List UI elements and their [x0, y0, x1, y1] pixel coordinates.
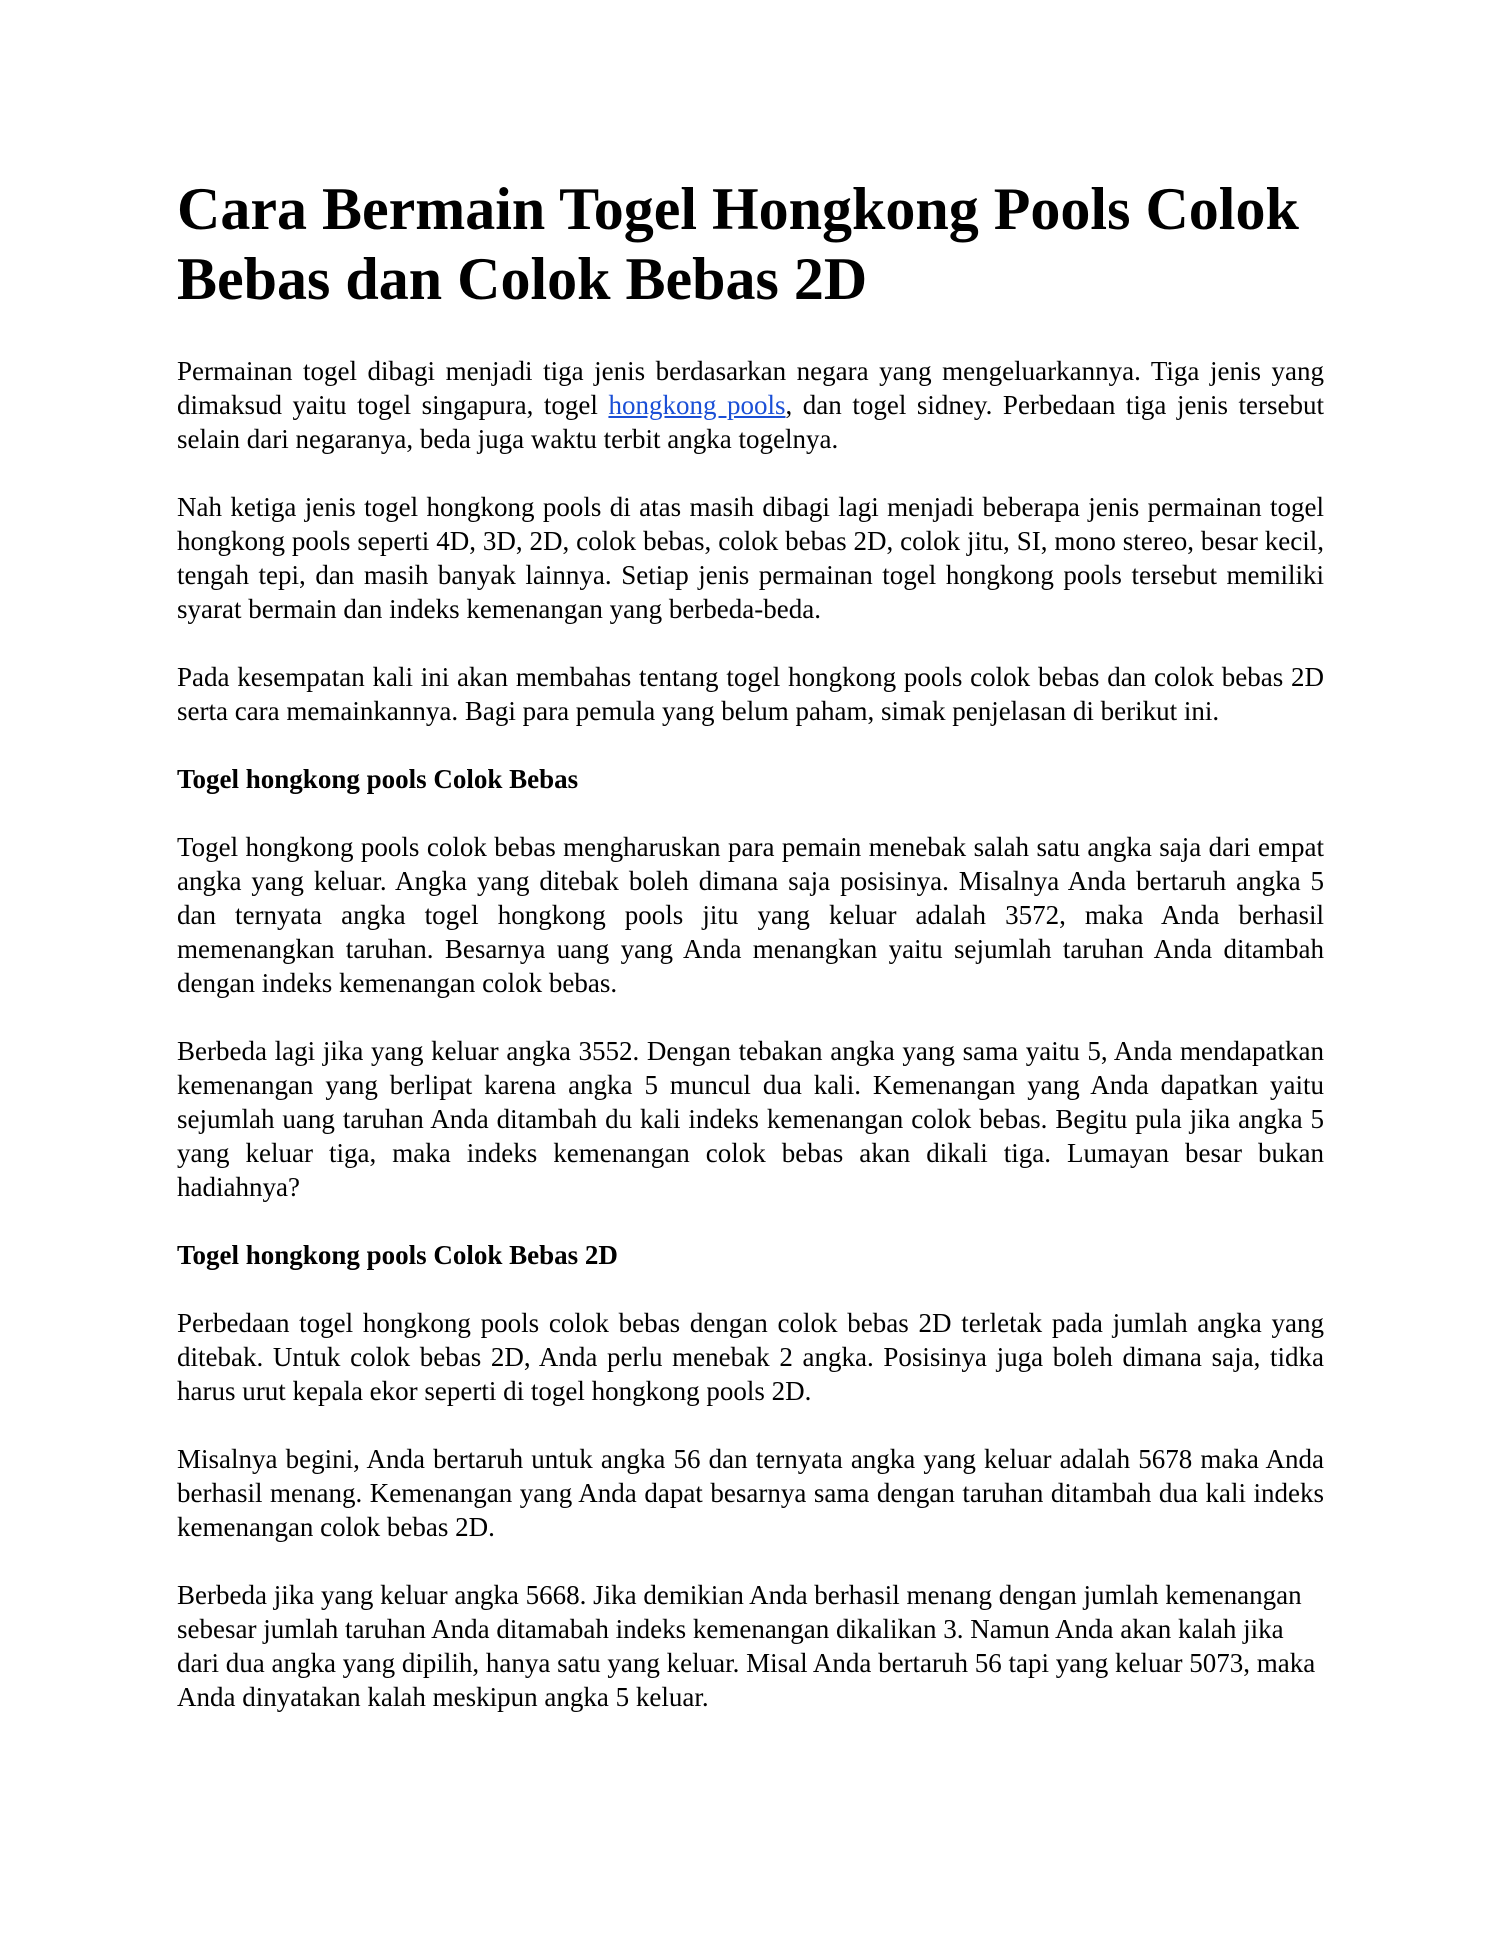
- section-heading-colok-bebas: Togel hongkong pools Colok Bebas: [177, 764, 579, 794]
- paragraph-colok-bebas-2d-multiplier: Berbeda jika yang keluar angka 5668. Jika demikian Anda berhasil menang dengan jumlah kemenangan sebesar jumlah taruhan Anda ditamabah indeks kemenangan dikalikan 3. Namun Anda akan kalah jika dari dua angka yang dipilih, hanya satu yang keluar. Misal Anda bertaruh 56 tapi yang keluar 5073, maka Anda dinyatakan kalah meskipun angka 5 keluar.: [177, 1580, 1316, 1712]
- paragraph-colok-bebas-rules: Togel hongkong pools colok bebas mengharuskan para pemain menebak salah satu angka saja dari empat angka yang keluar. Angka yang ditebak boleh dimana saja posisinya. Misalnya Anda bertaruh angka 5 dan ternyata angka togel hongkong pools jitu yang keluar adalah 3572, maka Anda berhasil memenangkan taruhan. Besarnya uang yang Anda menangkan yaitu sejumlah taruhan Anda ditambah dengan indeks kemenangan colok bebas.: [177, 832, 1324, 998]
- paragraph-colok-bebas-example: Berbeda lagi jika yang keluar angka 3552. Dengan tebakan angka yang sama yaitu 5, Anda mendapatkan kemenangan yang berlipat karena angka 5 muncul dua kali. Kemenangan yang Anda dapatkan yaitu sejumlah uang taruhan Anda ditambah du kali indeks kemenangan colok bebas. Begitu pula jika angka 5 yang keluar tiga, maka indeks kemenangan colok bebas akan dikali tiga. Lumayan besar bukan hadiahnya?: [177, 1036, 1324, 1202]
- intro-paragraph: [177, 354, 1324, 456]
- section-heading-colok-bebas-2d: Togel hongkong pools Colok Bebas 2D: [177, 1240, 618, 1270]
- intro-text-before-link: Permainan togel dibagi menjadi tiga jenis berdasarkan negara yang mengeluarkannya. Tiga jenis yang dimaksud yaitu togel singapura, togel: [177, 356, 1324, 420]
- document-page: [177, 174, 1324, 1748]
- paragraph-colok-bebas-2d-example: Misalnya begini, Anda bertaruh untuk angka 56 dan ternyata angka yang keluar adalah 5678 maka Anda berhasil menang. Kemenangan yang Anda dapat besarnya sama dengan taruhan ditambah dua kali indeks kemenangan colok bebas 2D.: [177, 1444, 1324, 1542]
- paragraph-game-types: Nah ketiga jenis togel hongkong pools di atas masih dibagi lagi menjadi beberapa jenis permainan togel hongkong pools seperti 4D, 3D, 2D, colok bebas, colok bebas 2D, colok jitu, SI, mono stereo, besar kecil, tengah tepi, dan masih banyak lainnya. Setiap jenis permainan togel hongkong pools tersebut memiliki syarat bermain dan indeks kemenangan yang berbeda-beda.: [177, 492, 1324, 624]
- intro-text-after-link: , dan togel sidney. Perbedaan tiga jenis tersebut selain dari negaranya, beda juga waktu terbit angka togelnya.: [177, 390, 1324, 454]
- paragraph-colok-bebas-2d-rules: Perbedaan togel hongkong pools colok bebas dengan colok bebas 2D terletak pada jumlah angka yang ditebak. Untuk colok bebas 2D, Anda perlu menebak 2 angka. Posisinya juga boleh dimana saja, tidka harus urut kepala ekor seperti di togel hongkong pools 2D.: [177, 1308, 1324, 1406]
- hongkong-pools-link[interactable]: hongkong pools: [608, 390, 786, 420]
- paragraph-overview: Pada kesempatan kali ini akan membahas tentang togel hongkong pools colok bebas dan colok bebas 2D serta cara memainkannya. Bagi para pemula yang belum paham, simak penjelasan di berikut ini.: [177, 662, 1324, 726]
- page-title: Cara Bermain Togel Hongkong Pools Colok Bebas dan Colok Bebas 2D: [177, 176, 1299, 312]
